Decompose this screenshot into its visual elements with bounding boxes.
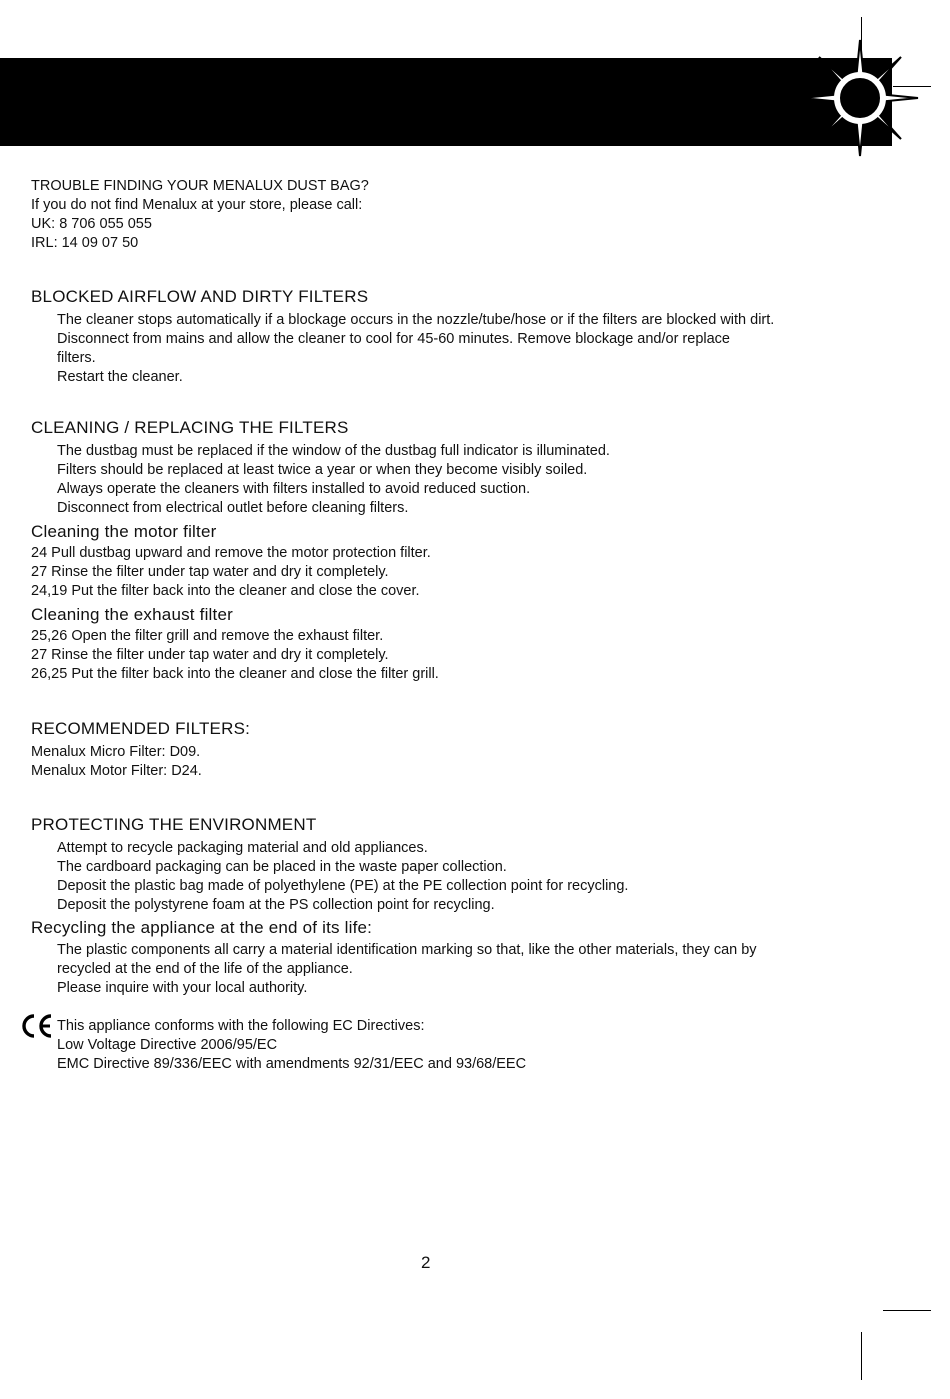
subsection-heading: Recycling the appliance at the end of its life: [31,918,373,937]
subsection-heading: Cleaning the motor filter [31,522,217,541]
paragraph-line: recycled at the end of the life of the appliance. [57,961,353,977]
paragraph-line: This appliance conforms with the following EC Directives: [57,1018,425,1034]
section-heading: PROTECTING THE ENVIRONMENT [31,815,317,834]
paragraph-line: filters. [57,350,96,366]
paragraph-line: Restart the cleaner. [57,369,183,385]
paragraph-line: The dustbag must be replaced if the window of the dustbag full indicator is illuminated. [57,443,610,459]
paragraph-line: Filters should be replaced at least twice a year or when they become visibly soiled. [57,462,588,478]
trouble-line: IRL: 14 09 07 50 [31,235,139,251]
header-band [0,58,892,146]
paragraph-line: Menalux Micro Filter: D09. [31,744,201,760]
paragraph-line: Always operate the cleaners with filters installed to avoid reduced suction. [57,481,531,497]
paragraph-line: EMC Directive 89/336/EEC with amendments 92/31/EEC and 93/68/EEC [57,1056,527,1072]
ce-mark-icon [20,1013,54,1039]
page-number: 2 [421,1253,431,1272]
paragraph-line: Deposit the plastic bag made of polyethylene (PE) at the PE collection point for recycling. [57,878,629,894]
trouble-line: TROUBLE FINDING YOUR MENALUX DUST BAG? [31,178,369,194]
subsection-heading: Cleaning the exhaust filter [31,605,233,624]
paragraph-line: Menalux Motor Filter: D24. [31,763,202,779]
step-line: 27 Rinse the filter under tap water and dry it completely. [31,564,389,580]
paragraph-line: Deposit the polystyrene foam at the PS collection point for recycling. [57,897,495,913]
paragraph-line: The plastic components all carry a material identification marking so that, like the other materials, they can by [57,942,757,958]
paragraph-line: The cardboard packaging can be placed in the waste paper collection. [57,859,507,875]
paragraph-line: Disconnect from mains and allow the cleaner to cool for 45-60 minutes. Remove blockage and/or replace [57,331,730,347]
paragraph-line: Disconnect from electrical outlet before cleaning filters. [57,500,409,516]
paragraph-line: Please inquire with your local authority. [57,980,308,996]
step-line: 25,26 Open the filter grill and remove the exhaust filter. [31,628,384,644]
step-line: 24 Pull dustbag upward and remove the motor protection filter. [31,545,431,561]
section-heading: RECOMMENDED FILTERS: [31,719,251,738]
trouble-line: If you do not find Menalux at your store, please call: [31,197,363,213]
trouble-line: UK: 8 706 055 055 [31,216,152,232]
paragraph-line: Low Voltage Directive 2006/95/EC [57,1037,278,1053]
paragraph-line: Attempt to recycle packaging material and old appliances. [57,840,428,856]
step-line: 27 Rinse the filter under tap water and dry it completely. [31,647,389,663]
paragraph-line: The cleaner stops automatically if a blockage occurs in the nozzle/tube/hose or if the filters are blocked with dirt. [57,312,775,328]
section-heading: BLOCKED AIRFLOW AND DIRTY FILTERS [31,287,369,306]
crop-mark-bottom-vertical [861,1332,862,1380]
sun-icon [800,38,920,158]
section-heading: CLEANING / REPLACING THE FILTERS [31,418,349,437]
step-line: 26,25 Put the filter back into the cleaner and close the filter grill. [31,666,439,682]
crop-mark-bottom-horizontal [883,1310,931,1311]
step-line: 24,19 Put the filter back into the cleaner and close the cover. [31,583,420,599]
